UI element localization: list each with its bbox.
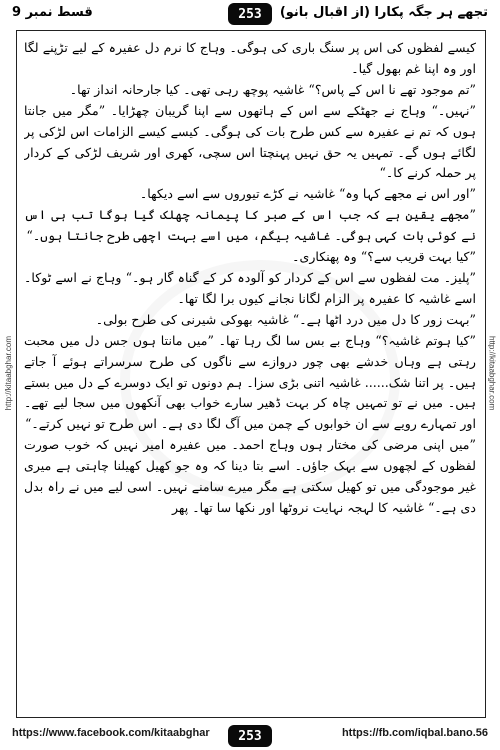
paragraph: ”تم موجود تھے نا اس کے پاس؟“ غاشیہ پوچھ رہی تھی۔ کیا جارحانہ انداز تھا۔ xyxy=(69,81,476,97)
book-title: تجھے ہر جگہ پکارا (از اقبال بانو) xyxy=(279,5,488,20)
side-url-right xyxy=(484,30,500,716)
paragraph: ”مجھے یقین ہے کہ جب اس کے صبر کا پیمانہ چھلک گیا ہوگا تب ہی اس نے کوئی بات کہی ہوگی۔ غاشیہ بیگم، میں اسے بہت اچھی طرح جانتا ہوں۔“ xyxy=(24,207,476,244)
side-url-left-text: http://kitaabghar.com xyxy=(3,335,13,411)
paragraph: ”اور اس نے مجھے کہا وہ“ غاشیہ نے کڑے تیوروں سے اسے دیکھا۔ xyxy=(139,186,476,202)
paragraph: ”کیا ہوتم غاشیہ؟“ وہاج بے بس سا لگ رہا تھا۔ ”میں مانتا ہوں جس دل میں محبت رہتی ہے وہاں خدشے بھی چور دروازے سے ناگوں کی طرح سرسراتے ہوئے آ جاتے ہیں۔ پر اتنا شک...... غاشیہ اتنی بڑی سزا۔ ہم دونوں تو ایک دوسرے کے دل میں بستے ہیں۔ میں نے تو تمہیں چاہ کر بہت ڈھیر سارے خواب بھی آنکھوں میں سجا لیے تھے۔ اور تمہارے رویے سے ان خوابوں کے چمن میں آگ لگا دی ہے۔ اس طرح تو نہیں کرتے۔“ xyxy=(24,332,476,432)
body-text xyxy=(24,38,476,710)
paragraph: کیسے لفظوں کی اس پر سنگ باری کی ہوگی۔ وہاج کا نرم دل عفیرہ کے لیے تڑپنے لگا اور وہ اپنا غم بھول گیا۔ xyxy=(24,40,476,76)
page-header xyxy=(0,0,500,30)
paragraph: ”پلیز۔ مت لفظوں سے اس کے کردار کو آلودہ کر کے گناہ گار ہو۔“ وہاج نے اسے ٹوکا۔ اسے غاشیہ کا عفیرہ پر الزام لگانا نجانے کیوں برا لگا تھا۔ xyxy=(24,269,476,306)
side-url-left xyxy=(0,30,16,716)
facebook-link-left[interactable]: https://www.facebook.com/kitaabghar xyxy=(12,727,210,739)
paragraph: ”کیا بہت قریب سے؟“ وہ پھنکاری۔ xyxy=(292,249,476,265)
page-number-top: 253 xyxy=(228,3,272,25)
paragraph: ”نہیں۔“ وہاج نے جھٹکے سے اس کے ہاتھوں سے اپنا گریبان چھڑایا۔ ”مگر میں جانتا ہوں کہ تم نے عفیرہ سے کس طرح بات کی ہوگی۔ کیسے کیسے الزامات اس لڑکی پر لگائے ہوں گے۔ تمہیں یہ حق نہیں پہنچتا اس سچی، کھری اور شریف لڑکی کے کردار پر حملہ کرنے کا۔“ xyxy=(24,102,476,181)
page-number-bottom: 253 xyxy=(228,725,272,747)
facebook-link-right[interactable]: https://fb.com/iqbal.bano.56 xyxy=(341,727,488,739)
paragraph: ”میں اپنی مرضی کی مختار ہوں وہاج احمد۔ میں عفیرہ امیر نہیں کہ خوب صورت لفظوں کے لچھوں سے بہک جاؤں۔ اسے بتا دینا کہ وہ جو کھیل کھیلنا چاہتی ہے میری غیر موجودگی میں تو کھیل سکتی ہے مگر میرے سامنے نہیں۔ اسی لیے میں نے راہ بدل دی ہے۔“ غاشیہ کا لہجہ نہایت نروٹھا اور نکھا سا تھا۔ پھر xyxy=(24,437,476,515)
page-footer xyxy=(0,718,500,750)
side-url-right-text: http://kitaabghar.com xyxy=(487,335,497,411)
paragraph: ”بہت زور کا دل میں درد اٹھا ہے۔“ غاشیہ بھوکی شیرنی کی طرح بولی۔ xyxy=(95,311,476,327)
episode-label: قسط نمبر 9 xyxy=(12,5,93,20)
